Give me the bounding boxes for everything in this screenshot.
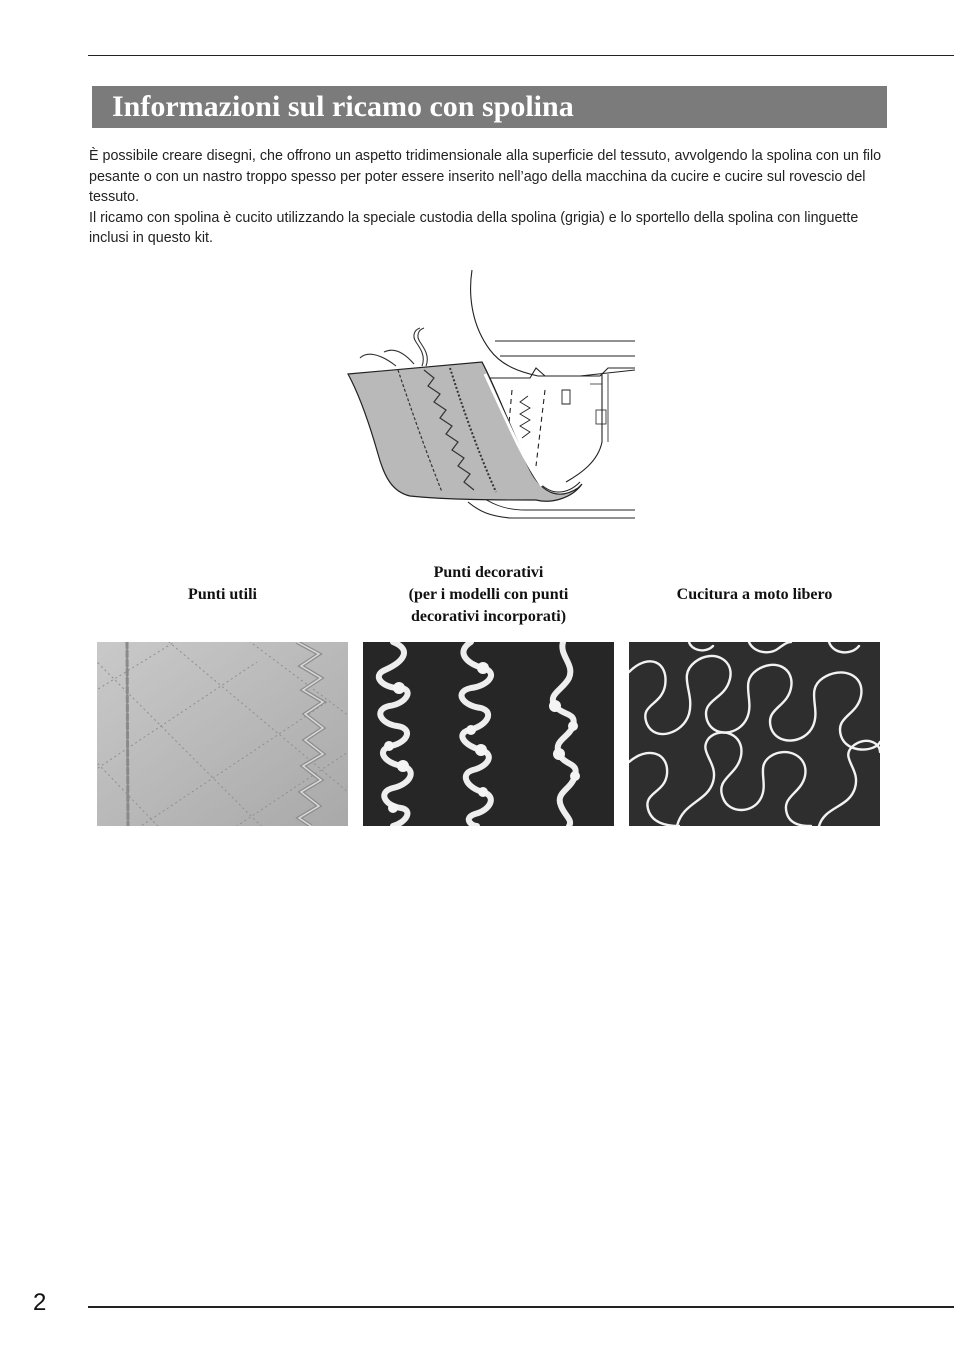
caption-line: decorativi incorporati)	[410, 608, 567, 625]
photo-free-motion-stitching	[629, 642, 880, 826]
section-title-bar	[92, 86, 887, 128]
caption-punti-utili: Punti utili	[188, 586, 257, 603]
intro-paragraph-2: Il ricamo con spolina è cucito utilizzando la speciale custodia della spolina (grigia) e lo sportello della spolina con linguette inclusi in questo kit.	[89, 209, 859, 246]
caption-cucitura-moto-libero: Cucitura a moto libero	[676, 586, 833, 603]
caption-line: Punti decorativi	[433, 564, 544, 581]
caption-line: (per i modelli con punti	[408, 586, 569, 603]
intro-paragraph-1: È possibile creare disegni, che offrono un aspetto tridimensionale alla superficie del tessuto, avvolgendo la spolina con un filo pesante o con un nastro troppo spesso per poter essere inserito nell’ago della macchina da cucire e cucire sul rovescio del tessuto.	[89, 148, 882, 205]
photo-decorative-stitches	[363, 642, 614, 826]
page-title: Informazioni sul ricamo con spolina	[112, 90, 574, 123]
top-rule	[88, 55, 954, 56]
intro-text	[89, 146, 889, 249]
sewing-machine-illustration	[340, 266, 640, 526]
caption-punti-decorativi	[363, 562, 614, 628]
bottom-rule	[88, 1306, 954, 1308]
page-number: 2	[33, 1289, 47, 1316]
photo-utility-stitches	[97, 642, 348, 826]
